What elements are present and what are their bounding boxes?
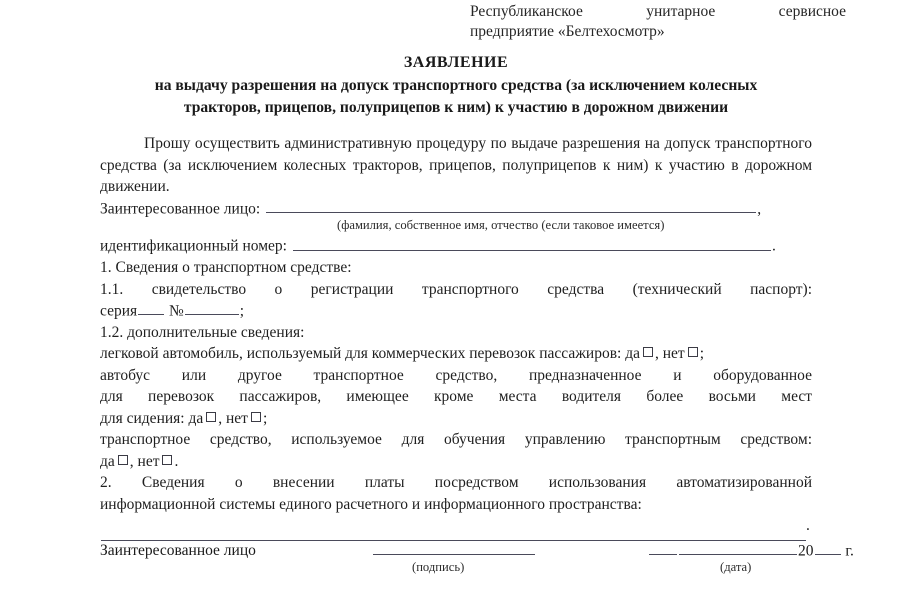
document-subtitle-line-2: тракторов, прицепов, полуприцепов к ним) к участию в дорожном движении	[183, 99, 729, 116]
organization-header	[470, 2, 846, 42]
seats-label: для сидения:	[100, 409, 185, 427]
seats-separator-comma: ,	[218, 409, 223, 427]
organization-header-line-1: Республиканское унитарное сервисное	[470, 3, 846, 20]
training-no-label: нет	[137, 452, 160, 470]
training-trailing-period: .	[174, 452, 179, 470]
commercial-car-trailing-semicolon: ;	[699, 345, 704, 363]
series-input-rule[interactable]	[138, 300, 164, 315]
training-separator-comma: ,	[129, 452, 134, 470]
date-day-input-rule[interactable]	[649, 540, 677, 555]
document-title: ЗАЯВЛЕНИЕ	[403, 54, 509, 71]
section-1-title: 1. Сведения о транспортном средстве:	[100, 259, 352, 276]
footer-person-label: Заинтересованное лицо	[100, 542, 256, 559]
title-block	[100, 52, 812, 119]
section-2-trailing-period: .	[806, 517, 810, 535]
commercial-car-yes-checkbox[interactable]	[643, 347, 653, 357]
series-label: серия	[100, 302, 138, 320]
series-trailing-semicolon: ;	[239, 302, 245, 320]
date-month-input-rule[interactable]	[679, 540, 797, 555]
document-subtitle	[100, 75, 812, 119]
bus-text-line-1: автобус или другое транспортное средство, предназначенное и оборудованное	[100, 366, 812, 384]
seats-yes-label: да	[188, 409, 204, 427]
seats-trailing-semicolon: ;	[262, 409, 268, 427]
commercial-car-no-label: нет	[662, 345, 685, 363]
commercial-car-separator-comma: ,	[654, 345, 659, 363]
identification-number-trailing-period: .	[771, 237, 776, 255]
seats-no-checkbox[interactable]	[251, 412, 261, 422]
document-body	[100, 133, 812, 539]
seats-row	[100, 408, 812, 430]
number-input-rule[interactable]	[185, 300, 239, 315]
signature-row	[100, 540, 854, 574]
person-name-input-rule[interactable]	[266, 198, 756, 213]
person-name-trailing-comma: ,	[757, 199, 762, 217]
bus-text-line-2: для перевозок пассажиров, имеющее кроме места водителя более восьми мест	[100, 388, 812, 406]
section-2-input-rule[interactable]	[101, 525, 806, 540]
person-name-caption-row	[100, 219, 812, 235]
section-2-fill-row	[100, 515, 812, 539]
identification-number-label: идентификационный номер:	[100, 237, 287, 255]
date-caption: (дата)	[720, 560, 752, 574]
commercial-car-text: легковой автомобиль, используемый для коммерческих перевозок пассажиров:	[100, 345, 622, 363]
section-2-line-1: 2. Сведения о внесении платы посредством использования автоматизированной	[100, 474, 812, 492]
section-2-line-2: информационной системы единого расчетного и информационного пространства:	[100, 495, 642, 513]
series-number-row	[100, 300, 812, 322]
signature-caption: (подпись)	[412, 560, 465, 574]
signature-footer	[100, 540, 854, 574]
commercial-car-row	[100, 343, 812, 365]
document-subtitle-line-1: на выдачу разрешения на допуск транспортного средства (за исключением колесных	[154, 77, 758, 94]
training-no-checkbox[interactable]	[162, 455, 172, 465]
training-yes-checkbox[interactable]	[118, 455, 128, 465]
signature-field	[372, 540, 536, 561]
section-1-1-text: 1.1. свидетельство о регистрации транспортного средства (технический паспорт):	[100, 280, 812, 298]
seats-yes-checkbox[interactable]	[206, 412, 216, 422]
commercial-car-no-checkbox[interactable]	[688, 347, 698, 357]
number-symbol: №	[169, 302, 184, 320]
date-year-suffix: г.	[845, 542, 854, 560]
intro-paragraph: Прошу осуществить административную процедуру по выдаче разрешения на допуск транспортного средства (за исключением колесных тракторов, прицепов, полуприцепов к ним) к участию в дорожном движении.	[100, 135, 812, 195]
date-year-input-rule[interactable]	[815, 540, 841, 555]
identification-number-input-rule[interactable]	[293, 235, 771, 250]
person-name-caption: (фамилия, собственное имя, отчество (если таковое имеется)	[337, 218, 665, 233]
person-name-label: Заинтересованное лицо:	[100, 199, 261, 217]
person-name-field-row	[100, 198, 812, 220]
date-year-prefix: 20	[798, 542, 814, 560]
signature-input-rule[interactable]	[373, 540, 535, 555]
identification-number-field-row	[100, 235, 812, 257]
training-yes-label: да	[100, 452, 115, 470]
date-field	[648, 540, 854, 561]
organization-header-line-2: предприятие «Белтехосмотр»	[470, 23, 665, 40]
training-vehicle-text: транспортное средство, используемое для обучения управлению транспортным средством:	[100, 431, 812, 449]
section-1-2-title: 1.2. дополнительные сведения:	[100, 323, 305, 341]
seats-no-label: нет	[226, 409, 248, 427]
training-vehicle-answer-row	[100, 451, 812, 473]
commercial-car-yes-label: да	[625, 345, 640, 363]
